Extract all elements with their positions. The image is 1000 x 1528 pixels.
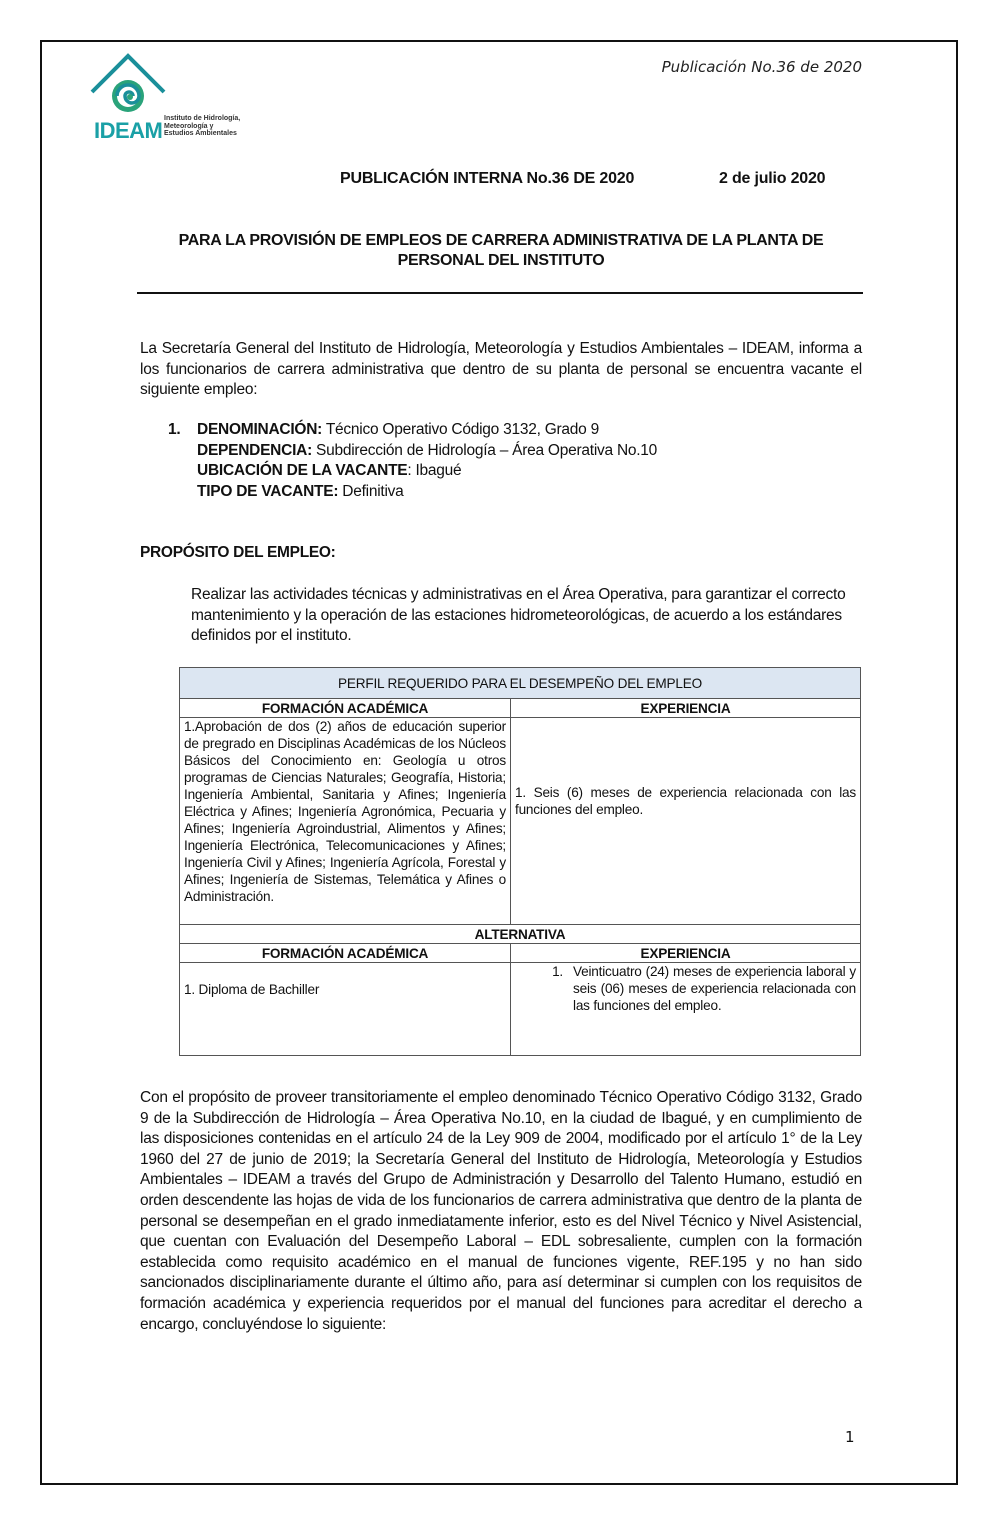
alt-column-header-education: FORMACIÓN ACADÉMICA bbox=[180, 944, 511, 963]
alternative-education-cell: 1. Diploma de Bachiller bbox=[180, 963, 511, 1056]
profile-table-header: PERFIL REQUERIDO PARA EL DESEMPEÑO DEL EMPLEO bbox=[180, 668, 861, 699]
logo-acronym: IDEAM bbox=[94, 118, 163, 143]
document-subtitle: PARA LA PROVISIÓN DE EMPLEOS DE CARRERA ADMINISTRATIVA DE LA PLANTA DE PERSONAL DEL INSTITUTO bbox=[178, 232, 824, 269]
alt-column-header-experience: EXPERIENCIA bbox=[511, 944, 861, 963]
purpose-paragraph: Realizar las actividades técnicas y administrativas en el Área Operativa, para garantizar el correcto mantenimiento y la operación de las estaciones hidrometeorológicas, de acuerdo a los estándares definidos por el instituto. bbox=[191, 586, 846, 645]
profile-requirements-table bbox=[179, 667, 861, 1056]
document-title: PUBLICACIÓN INTERNA No.36 DE 2020 bbox=[340, 170, 635, 187]
vacancy-location: UBICACIÓN DE LA VACANTE: Ibagué bbox=[197, 462, 462, 480]
primary-experience-cell: 1. Seis (6) meses de experiencia relacionada con las funciones del empleo. bbox=[511, 718, 861, 925]
column-header-education: FORMACIÓN ACADÉMICA bbox=[180, 699, 511, 718]
alternative-experience-text: Veinticuatro (24) meses de experiencia laboral y seis (06) meses de experiencia relacionada con las funciones del empleo. bbox=[573, 964, 856, 1013]
closing-paragraph: Con el propósito de proveer transitoriamente el empleo denominado Técnico Operativo Código 3132, Grado 9 de la Subdirección de Hidrología – Área Operativa No.10, en la ciudad de Ibagué, y en cumplimiento de las disposiciones contenidas en el artículo 24 de la Ley 909 de 2004, modificado por el artículo 1° de la Ley 1960 del 27 de junio de 2019; la Secretaría General del Instituto de Hidrología, Meteorología y Estudios Ambientales – IDEAM a través del Grupo de Administración y Desarrollo del Talento Humano, estudió en orden descendente las hojas de vida de los funcionarios de carrera administrativa que dentro de la planta de personal se desempeñan en el grado inmediatamente inferior, esto es del Nivel Técnico y Nivel Asistencial, que cuentan con Evaluación del Desempeño Laboral – EDL sobresaliente, cumplen con la formación establecida como requisito académico en el manual de funciones vigente, REF.195 y no han sido sancionados disciplinariamente durante el último año, para así determinar si cumplen con los requisitos de formación académica y experiencia requeridos por el manual del funciones para acreditar el derecho a encargo, concluyéndose lo siguiente: bbox=[140, 1089, 862, 1333]
page-number: 1 bbox=[845, 1428, 855, 1446]
vacancy-number: 1. bbox=[168, 421, 181, 438]
primary-education-cell: 1.Aprobación de dos (2) años de educación superior de pregrado en Disciplinas Académicas de los Núcleos Básicos del Conocimiento en: Geología u otros programas de Ciencias Naturales; Geografía, Historia; Ingeniería Ambiental, Sanitaria y Afines; Ingeniería Eléctrica y Afines; Ingeniería Agronómica, Pecuaria y Afines; Ingeniería Agroindustrial, Alimentos y Afines; Ingeniería Electrónica, Telecomunicaciones y Afines; Ingeniería Civil y Afines; Ingeniería Agrícola, Forestal y Afines; Ingeniería de Sistemas, Telemática y Afines o Administración. bbox=[180, 718, 511, 925]
purpose-heading: PROPÓSITO DEL EMPLEO: bbox=[140, 544, 336, 561]
vacancy-denomination: DENOMINACIÓN: Técnico Operativo Código 3132, Grado 9 bbox=[197, 421, 599, 438]
alternative-experience-number: 1. bbox=[552, 964, 563, 979]
vacancy-details bbox=[168, 420, 768, 502]
title-divider bbox=[137, 292, 863, 294]
intro-paragraph: La Secretaría General del Instituto de Hidrología, Meteorología y Estudios Ambientales – IDEAM, informa a los funcionarios de carrera administrativa que dentro de su planta de personal se encuentra vacante el siguiente empleo: bbox=[140, 340, 862, 399]
publication-reference: Publicación No.36 de 2020 bbox=[661, 58, 862, 76]
document-date: 2 de julio 2020 bbox=[719, 170, 826, 187]
alternative-label: ALTERNATIVA bbox=[180, 925, 861, 944]
ideam-roof-swirl-logo-icon bbox=[88, 52, 168, 120]
alternative-experience-cell bbox=[511, 963, 861, 1056]
vacancy-dependency: DEPENDENCIA: Subdirección de Hidrología – Área Operativa No.10 bbox=[197, 441, 658, 459]
ideam-logo bbox=[88, 52, 258, 142]
column-header-experience: EXPERIENCIA bbox=[511, 699, 861, 718]
logo-institution-name: Instituto de Hidrología, Meteorología y Estudios Ambientales bbox=[164, 115, 241, 137]
vacancy-type: TIPO DE VACANTE: Definitiva bbox=[197, 482, 404, 500]
